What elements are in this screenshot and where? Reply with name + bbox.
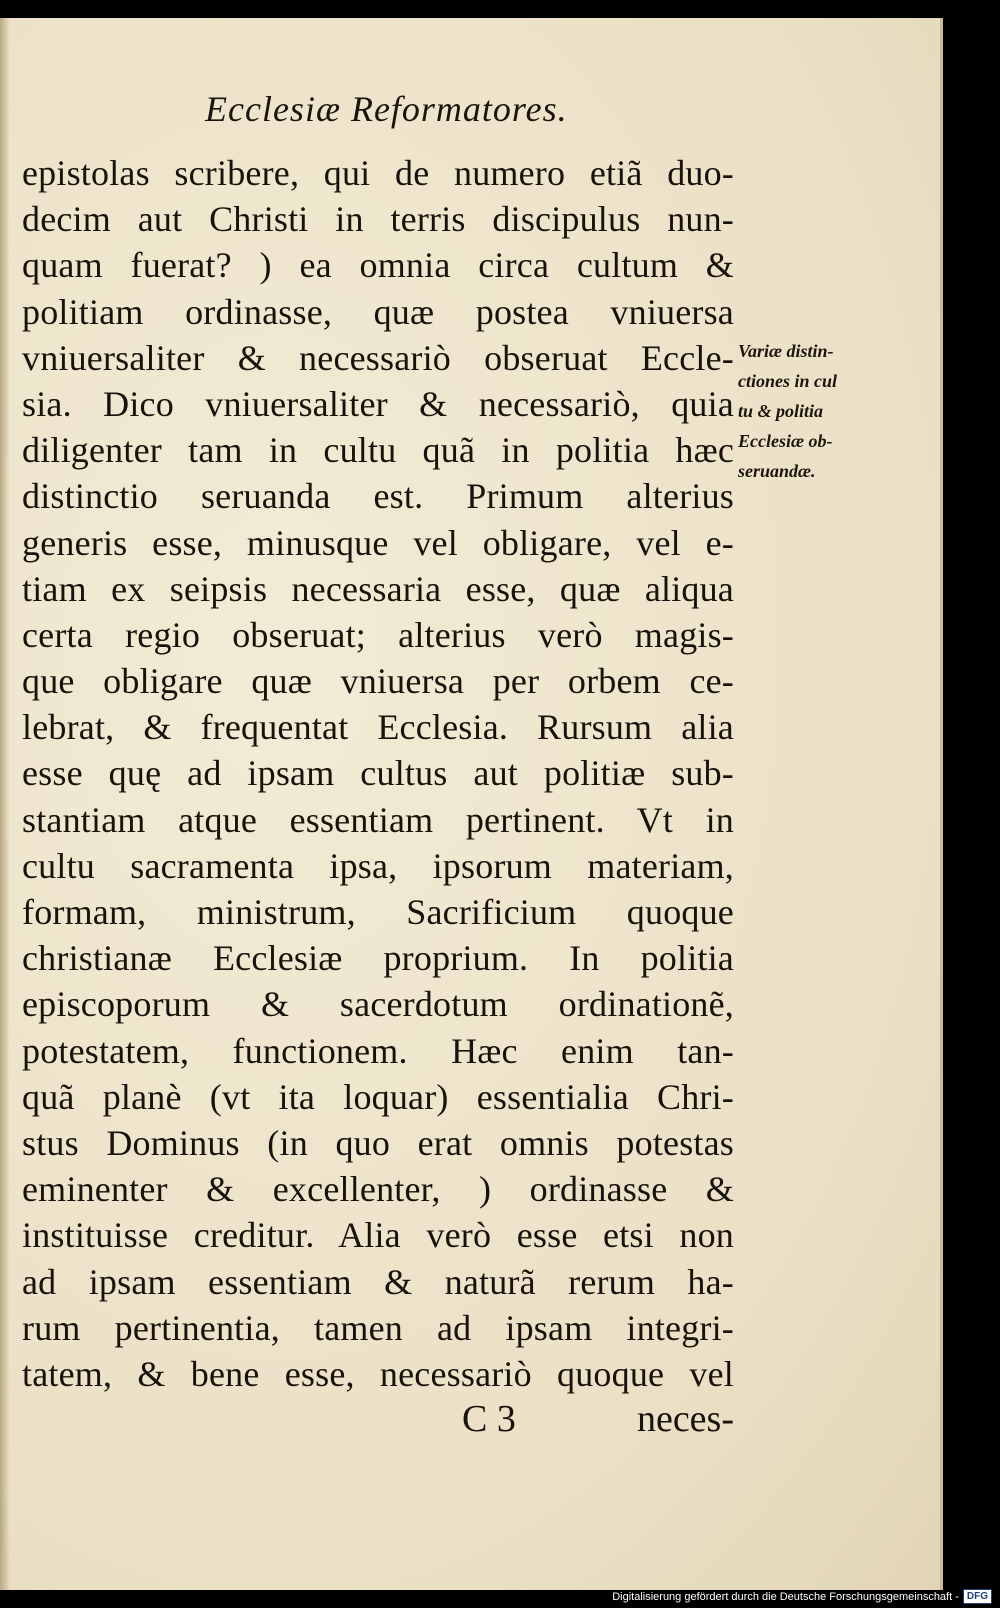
text-line: rum pertinentia, tamen ad ipsam integri- xyxy=(22,1307,734,1348)
digitization-credit xyxy=(612,1589,992,1604)
marginal-note-line: Ecclesiæ ob- xyxy=(738,431,833,451)
marginal-note-line: seruandæ. xyxy=(738,461,816,481)
text-line: lebrat, & frequentat Ecclesia. Rursum alia xyxy=(22,707,734,748)
text-line: diligenter tam in cultu quã in politia hæc xyxy=(22,430,734,471)
marginal-note-line: Variæ distin- xyxy=(738,341,834,361)
text-line: quam fuerat? ) ea omnia circa cultum & xyxy=(22,245,734,286)
text-line: christianæ Ecclesiæ proprium. In politia xyxy=(22,938,734,979)
text-line: instituisse creditur. Alia verò esse etsi non xyxy=(22,1215,734,1256)
text-line: formam, ministrum, Sacrificium quoque xyxy=(22,892,734,932)
running-head: Ecclesiæ Reformatores. xyxy=(205,89,568,129)
text-line: sia. Dico vniuersaliter & necessariò, quia xyxy=(22,383,734,424)
text-line: politiam ordinasse, quæ postea vniuersa xyxy=(22,291,734,332)
text-line: episcoporum & sacerdotum ordinationẽ, xyxy=(22,984,734,1025)
text-line: generis esse, minusque vel obligare, vel e- xyxy=(22,522,734,563)
text-line: esse quę ad ipsam cultus aut politiæ sub- xyxy=(22,753,734,794)
text-line: stantiam atque essentiam pertinent. Vt in xyxy=(22,799,734,840)
text-line: potestatem, functionem. Hæc enim tan- xyxy=(22,1030,734,1071)
book-page xyxy=(0,18,943,1590)
body-text xyxy=(22,150,734,1397)
text-line: certa regio obseruat; alterius verò magis- xyxy=(22,614,734,655)
dfg-logo: DFG xyxy=(963,1589,992,1604)
text-line: stus Dominus (in quo erat omnis potestas xyxy=(22,1122,734,1163)
page-footer xyxy=(22,1394,734,1444)
text-line: decim aut Christi in terris discipulus nun- xyxy=(22,199,734,240)
text-line: cultu sacramenta ipsa, ipsorum materiam, xyxy=(22,845,734,886)
marginal-note-line: ctiones in cul xyxy=(738,371,838,391)
text-line: ad ipsam essentiam & naturã rerum ha- xyxy=(22,1261,734,1302)
text-line: epistolas scribere, qui de numero etiã duo- xyxy=(22,153,734,193)
credit-text: Digitalisierung gefördert durch die Deutsche Forschungsgemeinschaft - xyxy=(612,1590,959,1603)
text-line: vniuersaliter & necessariò obseruat Eccle- xyxy=(22,337,734,378)
text-line: distinctio seruanda est. Primum alterius xyxy=(22,476,734,517)
signature-mark: C 3 xyxy=(462,1398,516,1440)
text-line: tiam ex seipsis necessaria esse, quæ aliqua xyxy=(22,568,734,609)
text-line: que obligare quæ vniuersa per orbem ce- xyxy=(22,661,734,702)
marginal-note-line: tu & politia xyxy=(738,401,824,421)
catchword: neces- xyxy=(636,1398,734,1440)
text-line: eminenter & excellenter, ) ordinasse & xyxy=(22,1169,734,1210)
text-line: quã planè (vt ita loquar) essentialia Chri- xyxy=(22,1076,734,1117)
marginal-note xyxy=(738,336,863,486)
text-line: tatem, & bene esse, necessariò quoque vel xyxy=(22,1353,734,1394)
